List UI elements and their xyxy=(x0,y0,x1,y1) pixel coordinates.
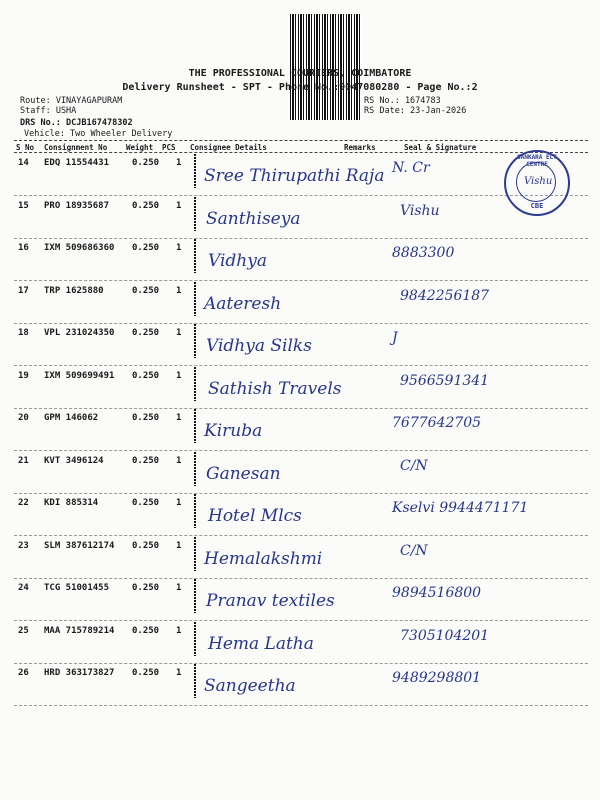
consignment-number: VPL 231024350 xyxy=(44,328,115,338)
row-divider xyxy=(14,705,588,706)
header-rule-top xyxy=(14,140,588,141)
row-barcode xyxy=(194,664,196,698)
consignment-number: KVT 3496124 xyxy=(44,455,104,466)
consignment-number: IXM 509699491 xyxy=(44,370,115,381)
table-row xyxy=(14,197,588,239)
consignment-number: SLM 387612174 xyxy=(44,540,115,551)
consignee-handwriting: Hemalakshmi xyxy=(204,548,323,569)
pieces: 1 xyxy=(176,455,182,466)
row-barcode xyxy=(194,282,196,316)
pieces: 1 xyxy=(176,668,182,678)
receiver-signature: 8883300 xyxy=(392,245,455,261)
consignment-number: MAA 715789214 xyxy=(44,625,115,636)
weight: 0.250 xyxy=(132,158,160,168)
table-row xyxy=(14,239,588,281)
col-signature: Seal & Signature xyxy=(404,143,477,152)
pieces: 1 xyxy=(176,328,182,338)
row-barcode xyxy=(194,367,196,401)
col-pcs: PCS xyxy=(162,143,176,152)
row-sno: 16 xyxy=(18,243,29,253)
consignee-handwriting: Vidhya xyxy=(208,251,267,271)
table-row xyxy=(14,282,588,324)
consignee-handwriting: Sree Thirupathi Raja xyxy=(204,166,385,186)
consignment-number: PRO 18935687 xyxy=(44,200,110,211)
pieces: 1 xyxy=(176,158,182,168)
table-row xyxy=(14,622,588,664)
receiver-signature: J xyxy=(392,330,398,346)
row-barcode xyxy=(194,197,196,231)
consignee-handwriting: Sathish Travels xyxy=(208,378,342,399)
row-sno: 25 xyxy=(18,625,29,636)
weight: 0.250 xyxy=(132,413,160,423)
pieces: 1 xyxy=(176,243,182,253)
row-sno: 21 xyxy=(18,455,29,466)
row-barcode xyxy=(194,579,196,613)
receiver-signature: 9566591341 xyxy=(400,372,490,389)
receiver-signature: 9489298801 xyxy=(392,670,482,686)
col-consignee: Consignee Details xyxy=(190,143,267,152)
row-sno: 15 xyxy=(18,200,29,211)
weight: 0.250 xyxy=(132,668,160,678)
row-sno: 26 xyxy=(18,668,29,678)
pieces: 1 xyxy=(176,413,182,423)
consignee-handwriting: Hema Latha xyxy=(208,633,314,654)
receiver-signature: Kselvi 9944471171 xyxy=(392,500,529,516)
col-consignment: Consignment No xyxy=(44,143,108,152)
consignment-number: KDI 885314 xyxy=(44,498,99,508)
weight: 0.250 xyxy=(132,243,160,253)
weight: 0.250 xyxy=(132,455,160,466)
table-row xyxy=(14,452,588,494)
receiver-signature: N. Cr xyxy=(392,160,430,176)
row-barcode xyxy=(194,324,196,358)
weight: 0.250 xyxy=(132,370,160,381)
row-sno: 23 xyxy=(18,540,29,551)
consignee-handwriting: Aateresh xyxy=(204,293,282,314)
row-sno: 18 xyxy=(18,328,29,338)
col-remarks: Remarks xyxy=(344,143,376,152)
weight: 0.250 xyxy=(132,285,160,296)
row-sno: 22 xyxy=(18,498,29,508)
row-barcode xyxy=(194,409,196,443)
consignee-handwriting: Vidhya Silks xyxy=(206,336,312,356)
consignment-number: IXM 509686360 xyxy=(44,243,115,253)
weight: 0.250 xyxy=(132,200,160,211)
table-row xyxy=(14,409,588,451)
consignee-handwriting: Pranav textiles xyxy=(206,591,335,611)
row-barcode xyxy=(194,154,196,188)
drs-number: DRS No.: DCJB167478302 xyxy=(20,118,133,128)
header-rule-bottom xyxy=(14,152,588,153)
route: Route: VINAYAGAPURAM xyxy=(20,96,123,106)
pieces: 1 xyxy=(176,285,182,296)
pieces: 1 xyxy=(176,583,182,593)
pieces: 1 xyxy=(176,625,182,636)
rs-number: RS No.: 1674783 xyxy=(364,96,441,106)
table-row xyxy=(14,367,588,409)
table-row xyxy=(14,664,588,706)
consignment-number: GPM 146062 xyxy=(44,413,99,423)
consignment-number: TRP 1625880 xyxy=(44,285,104,296)
barcode xyxy=(290,14,362,120)
row-barcode xyxy=(194,239,196,273)
row-sno: 17 xyxy=(18,285,29,296)
col-sno: S No xyxy=(16,143,35,152)
row-sno: 14 xyxy=(18,158,29,168)
row-sno: 20 xyxy=(18,413,29,423)
pieces: 1 xyxy=(176,540,182,551)
pieces: 1 xyxy=(176,498,182,508)
stamp-city: CBE xyxy=(530,202,544,210)
row-barcode xyxy=(194,494,196,528)
consignee-handwriting: Santhiseya xyxy=(206,208,301,229)
weight: 0.250 xyxy=(132,625,160,636)
consignee-handwriting: Kiruba xyxy=(204,421,263,441)
vehicle: Vehicle: Two Wheeler Delivery xyxy=(24,129,173,139)
runsheet-title: Delivery Runsheet - SPT - Phone No.:9047080280 - Page No.:2 xyxy=(122,82,478,93)
consignee-handwriting: Ganesan xyxy=(206,463,281,484)
table-row xyxy=(14,537,588,579)
weight: 0.250 xyxy=(132,540,160,551)
row-barcode xyxy=(194,622,196,656)
receiver-signature: 9842256187 xyxy=(400,287,490,304)
table-row xyxy=(14,494,588,536)
consignment-number: EDQ 11554431 xyxy=(44,158,110,168)
weight: 0.250 xyxy=(132,583,160,593)
receiver-signature: C/N xyxy=(400,542,428,559)
receiver-signature: 7305104201 xyxy=(400,627,490,644)
receiver-signature: 7677642705 xyxy=(392,415,482,431)
row-sno: 24 xyxy=(18,583,29,593)
staff: Staff: USHA xyxy=(20,106,77,116)
row-sno: 19 xyxy=(18,370,29,381)
consignment-number: TCG 51001455 xyxy=(44,583,110,593)
weight: 0.250 xyxy=(132,498,160,508)
col-weight: Weight xyxy=(126,143,154,152)
stamp-signature: Vishu xyxy=(524,176,553,187)
company-title: THE PROFESSIONAL COURIERS, COIMBATORE xyxy=(188,68,412,79)
receiver-signature: C/N xyxy=(400,457,428,474)
receiver-signature: 9894516800 xyxy=(392,585,482,601)
consignee-handwriting: Hotel Mlcs xyxy=(208,506,302,526)
pieces: 1 xyxy=(176,370,182,381)
table-row xyxy=(14,579,588,621)
receiver-signature: Vishu xyxy=(400,202,440,219)
table-row xyxy=(14,154,588,196)
consignment-number: HRD 363173827 xyxy=(44,668,115,678)
pieces: 1 xyxy=(176,200,182,211)
table-row xyxy=(14,324,588,366)
rs-date: RS Date: 23-Jan-2026 xyxy=(364,106,467,116)
stamp-name: SANKARA ELT CENTRE xyxy=(517,154,557,168)
weight: 0.250 xyxy=(132,328,160,338)
row-barcode xyxy=(194,452,196,486)
consignee-handwriting: Sangeetha xyxy=(204,676,296,696)
company-stamp xyxy=(504,150,570,216)
row-barcode xyxy=(194,537,196,571)
